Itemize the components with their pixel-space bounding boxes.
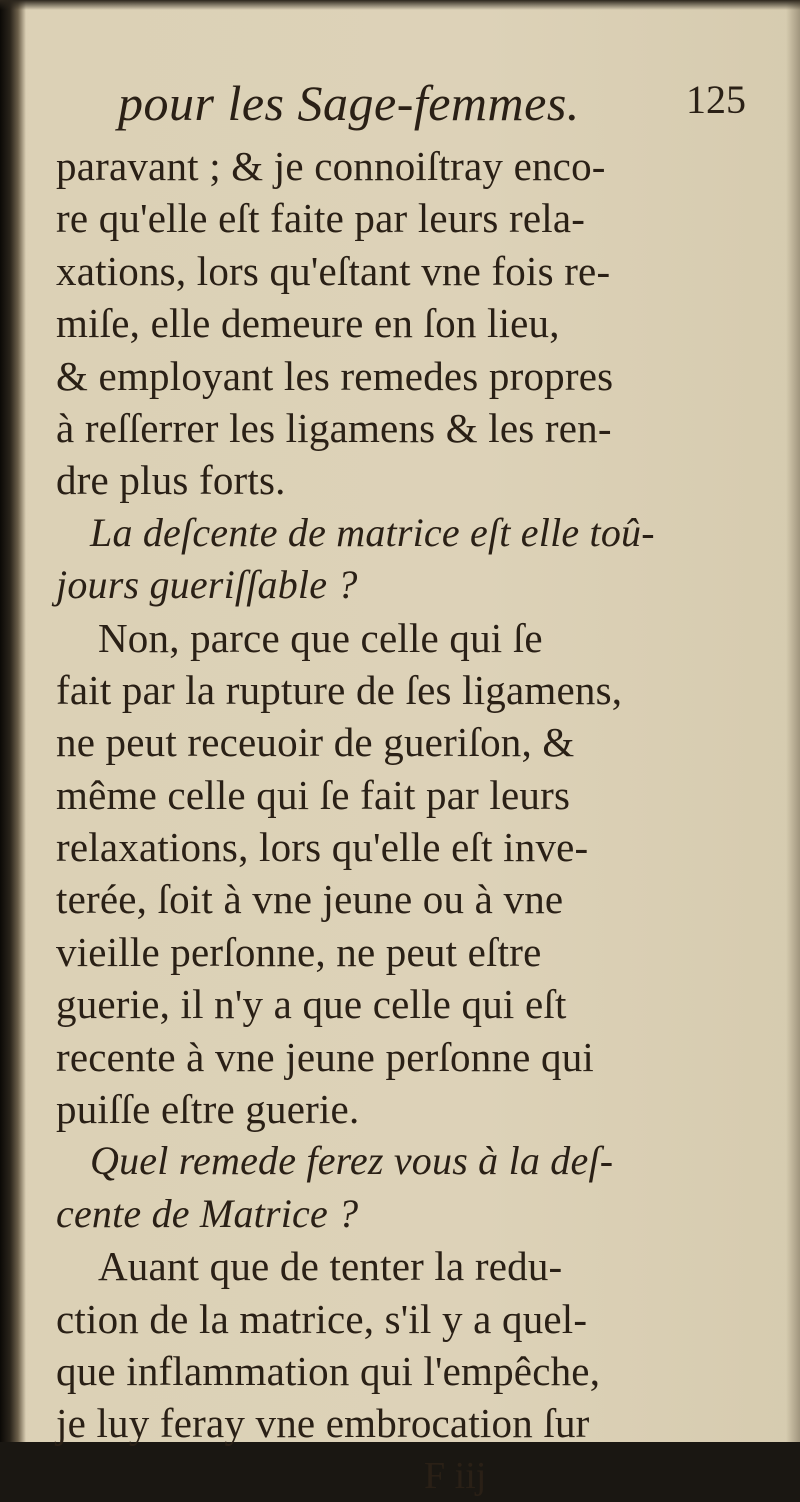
text-line: vieille perſonne, ne peut eſtre — [56, 928, 542, 975]
text-line: ction de la matrice, s'il y a quel- — [56, 1295, 588, 1342]
text-line: cente de Matrice ? — [56, 1190, 359, 1236]
page-header — [56, 60, 776, 140]
text-line: dre plus forts. — [56, 457, 286, 504]
text-line: même celle qui ſe fait par leurs — [56, 771, 571, 818]
text-line: que inflammation qui l'empêche, — [56, 1347, 601, 1394]
text-line: jours gueriſſable ? — [56, 562, 358, 608]
text-line: paravant ; & je connoiſtray enco- — [56, 143, 606, 189]
text-line: miſe, elle demeure en ſon lieu, — [56, 300, 560, 347]
text-line: & employant les remedes propres — [56, 352, 614, 399]
text-line: xations, lors qu'eſtant vne fois re- — [56, 247, 611, 294]
text-line: fait par la rupture de ſes ligamens, — [56, 666, 623, 713]
text-line: à reſſerrer les ligamens & les ren- — [56, 404, 612, 451]
catchword: F iij — [424, 1454, 487, 1497]
text-block — [56, 60, 776, 1502]
text-line: guerie, il n'y a que celle qui eſt — [56, 981, 567, 1028]
text-line: Auant que de tenter la redu- — [98, 1243, 563, 1290]
text-line: La deſcente de matrice eſt elle toû- — [90, 509, 655, 555]
page-binding-shadow — [0, 0, 26, 1442]
text-line: terée, ſoit à vne jeune ou à vne — [56, 876, 564, 923]
text-line: puiſſe eſtre guerie. — [56, 1086, 360, 1133]
running-head: pour les Sage-femmes. — [118, 75, 580, 131]
body-text — [56, 140, 776, 1450]
text-line: relaxations, lors qu'elle eſt inve- — [56, 824, 589, 871]
text-line: Quel remede ferez vous à la deſ- — [90, 1138, 614, 1184]
text-line: ne peut receuoir de gueriſon, & — [56, 719, 575, 766]
page-right-edge — [786, 0, 800, 1442]
page-top-edge — [0, 0, 800, 10]
page-number: 125 — [686, 77, 746, 122]
text-line: re qu'elle eſt faite par leurs rela- — [56, 195, 586, 242]
text-line: Non, parce que celle qui ſe — [98, 614, 543, 661]
text-line: je luy feray vne embrocation ſur — [56, 1400, 590, 1447]
text-line: recente à vne jeune perſonne qui — [56, 1033, 594, 1080]
